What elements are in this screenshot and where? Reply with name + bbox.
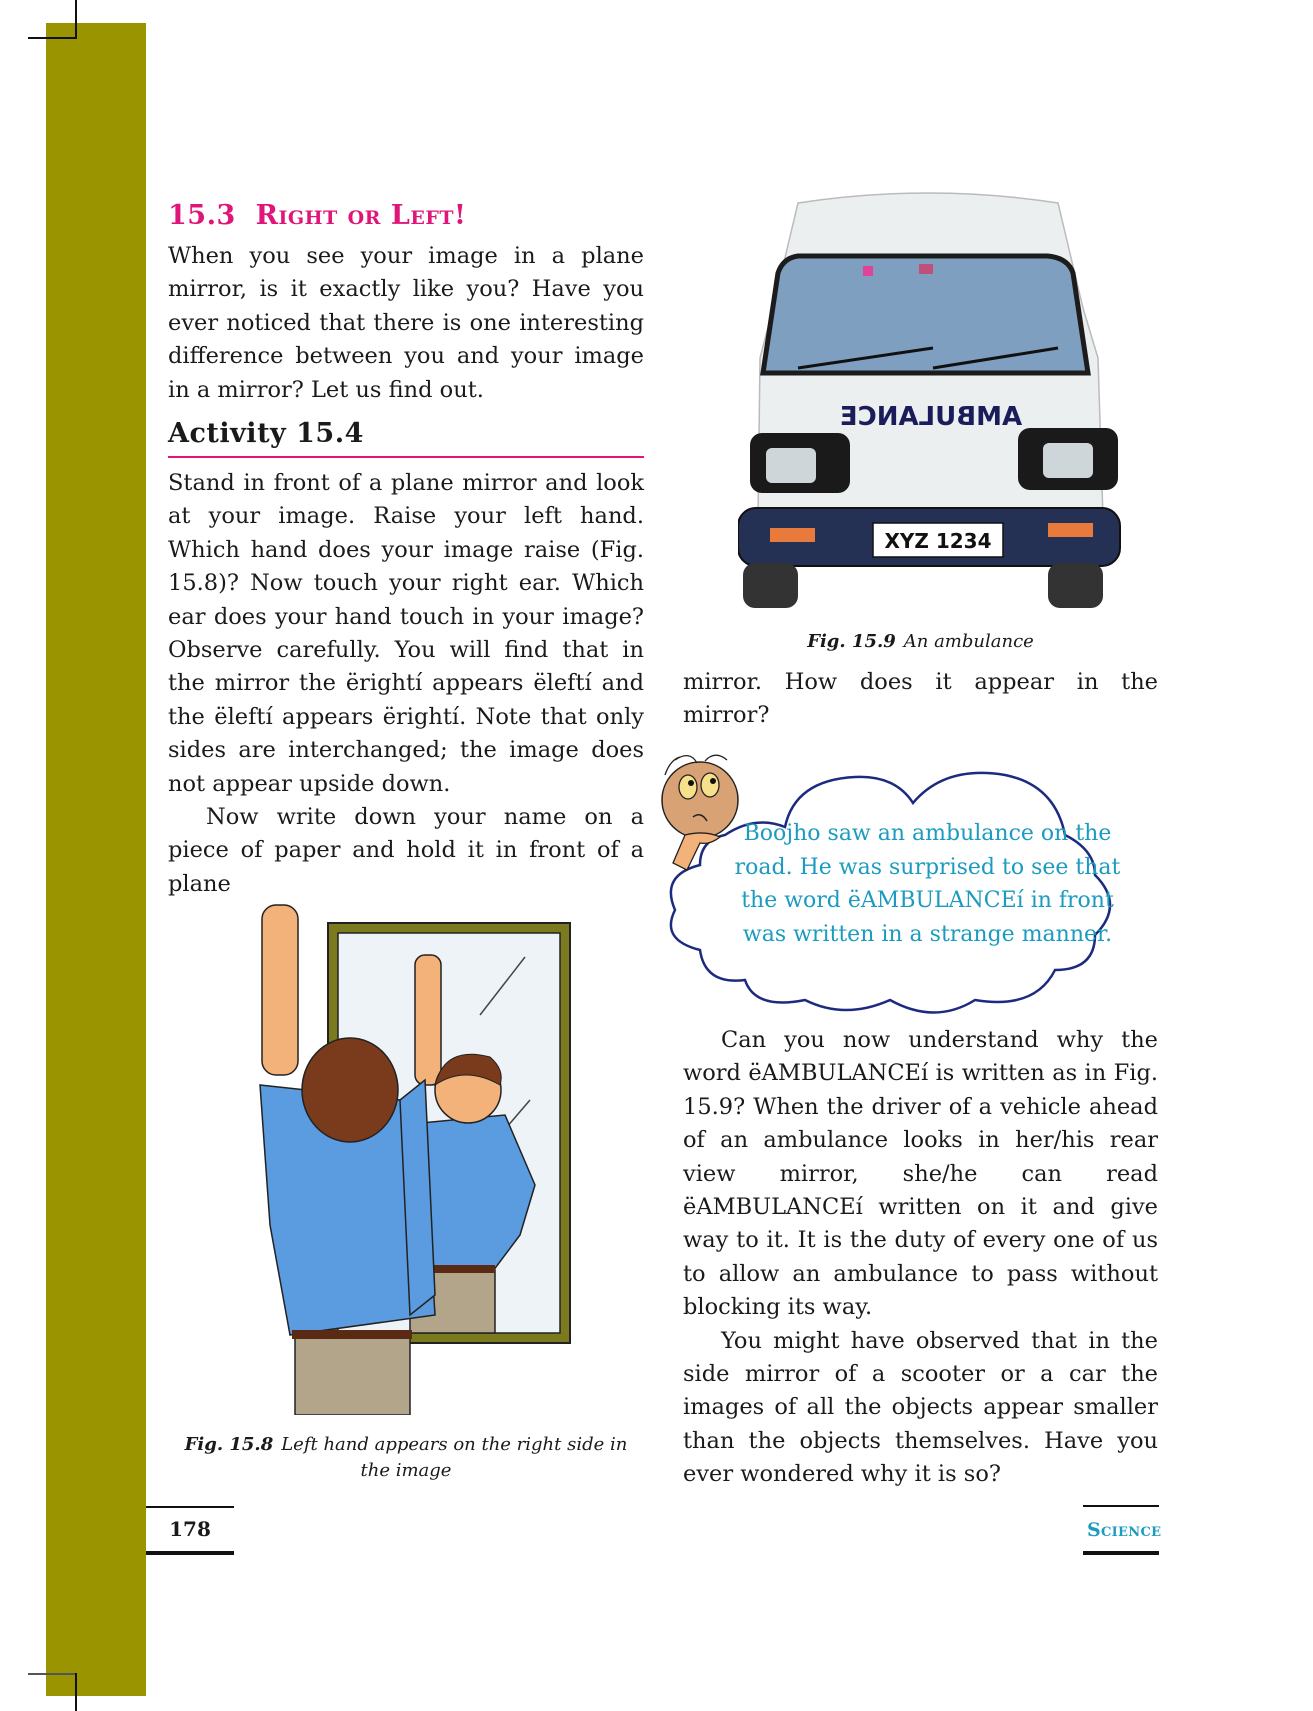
activity-underline <box>168 456 644 458</box>
page-number-bottom-rule <box>146 1551 234 1555</box>
crop-mark-bottom-horizontal <box>28 1673 77 1675</box>
ambulance-van-icon <box>738 188 1123 613</box>
crop-mark-top-vertical <box>75 0 77 38</box>
figure-15-9-label: Fig. 15.9 <box>807 631 896 652</box>
section-number: 15.3 <box>168 200 236 231</box>
right-paragraph-1: Can you now understand why the word ëAMBULANCEí is written as in Fig. 15.9? When the driver of a vehicle ahead of an ambulance looks in her/his rear view mirror, she/he can read ëAMBULANCEí written on it and give way to it. It is the duty of every one of us to allow an ambulance to pass without blocking its way. <box>683 1027 1158 1321</box>
right-paragraph-2: You might have observed that in the side mirror of a scooter or a car the images of all the objects appear smaller than the objects themselves. Have you ever wondered why it is so? <box>683 1327 1158 1488</box>
figure-15-8-label: Fig. 15.8 <box>184 1434 274 1455</box>
crop-mark-bottom-vertical <box>75 1673 77 1711</box>
figure-15-8-caption: Fig. 15.8 Left hand appears on the right side in the image <box>184 1434 628 1481</box>
crop-mark-top-horizontal <box>28 37 77 39</box>
activity-paragraph-1: Stand in front of a plane mirror and look at your image. Raise your left hand. Which hand does your image raise (Fig. 15.8)? Now touch your right ear. Which ear does your hand touch in your image? Observe carefully. You will find that in the mirror the ërightí appears ëleftí and the ëleftí appears ërightí. Note that only sides are interchanged; the image does not appear upside down. <box>168 470 644 797</box>
activity-title: Activity 15.4 <box>168 418 364 449</box>
figure-15-9-caption: Fig. 15.9 An ambulance <box>807 631 1034 652</box>
right-column-continuation: mirror. How does it appear in the mirror? <box>683 669 1158 729</box>
activity-body <box>168 467 644 901</box>
margin-color-bar <box>46 23 146 1696</box>
section-heading <box>168 200 466 231</box>
svg-text:AMBULANCE: AMBULANCE <box>839 402 1023 432</box>
page-number: 178 <box>169 1517 211 1541</box>
book-title-bottom-rule <box>1083 1551 1159 1555</box>
activity-paragraph-2: Now write down your name on a piece of paper and hold it in front of a plane <box>168 804 644 897</box>
thought-bubble-text: Boojho saw an ambulance on the road. He was surprised to see that the word ëAMBULANCEí in front was written in a strange manner. <box>734 821 1121 947</box>
right-column-body <box>683 1024 1158 1492</box>
section-title: Right or Left! <box>255 200 467 231</box>
book-title: Science <box>1087 1519 1162 1541</box>
page-number-top-rule <box>146 1506 234 1508</box>
figure-15-8-illustration <box>250 895 580 1415</box>
svg-text:XYZ 1234: XYZ 1234 <box>884 529 992 553</box>
boy-mirror-illustration-icon <box>250 895 580 1415</box>
book-title-top-rule <box>1083 1505 1159 1507</box>
intro-paragraph: When you see your image in a plane mirror, is it exactly like you? Have you ever noticed that there is one interesting difference between you and your image in a mirror? Let us find out. <box>168 243 644 403</box>
figure-15-9-ambulance-photo <box>738 188 1123 613</box>
